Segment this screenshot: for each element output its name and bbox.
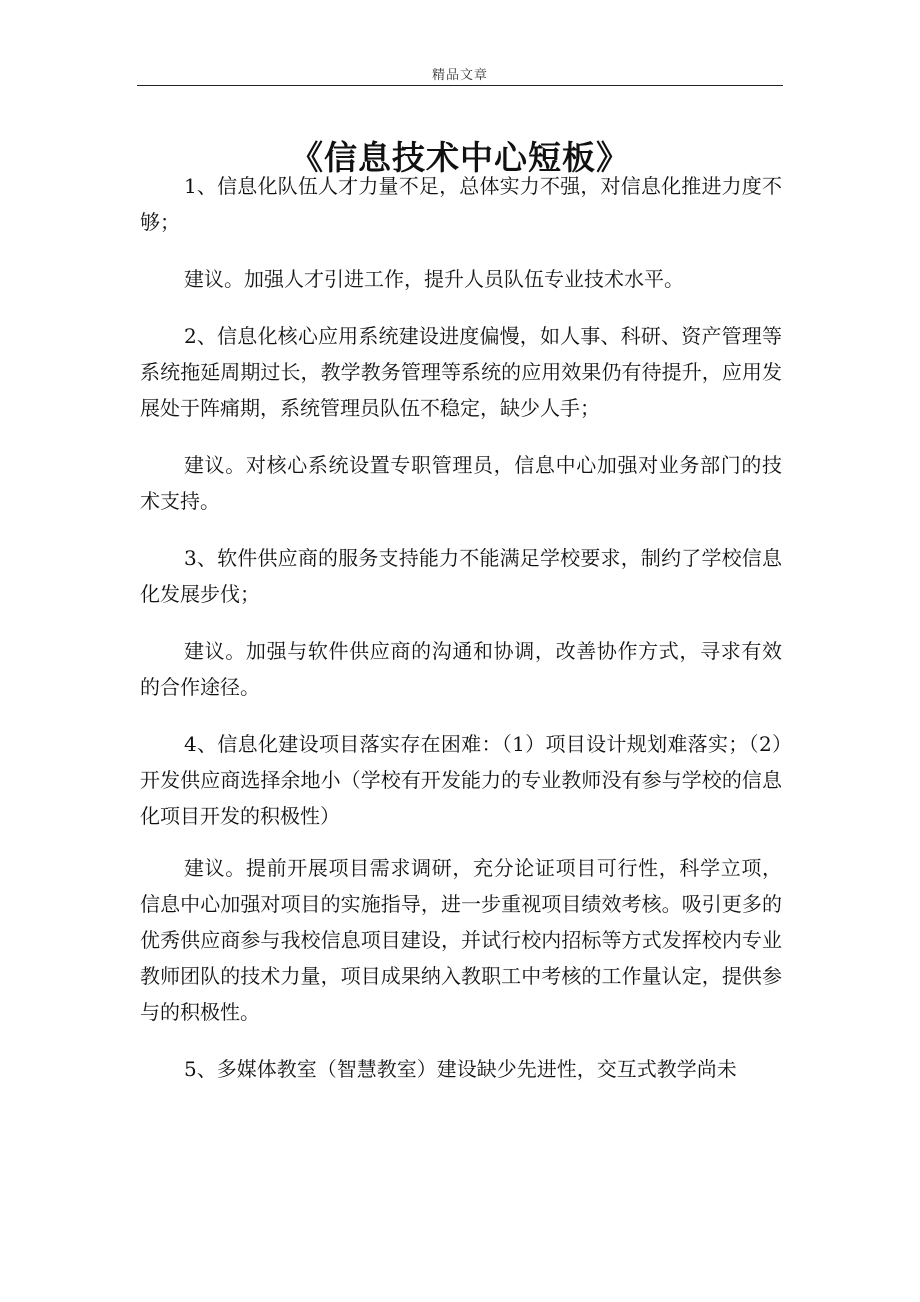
header-divider — [137, 85, 783, 86]
document-body — [140, 168, 782, 1108]
paragraph-suggestion-2: 建议。对核心系统设置专职管理员，信息中心加强对业务部门的技术支持。 — [140, 453, 782, 513]
paragraph-issue-1: 1、信息化队伍人才力量不足，总体实力不强，对信息化推进力度不够； — [140, 174, 782, 234]
paragraph-suggestion-1: 建议。加强人才引进工作，提升人员队伍专业技术水平。 — [184, 267, 684, 291]
paragraph-issue-5: 5、多媒体教室（智慧教室）建设缺少先进性，交互式教学尚未 — [184, 1057, 737, 1081]
paragraph-suggestion-4: 建议。提前开展项目需求调研，充分论证项目可行性，科学立项，信息中心加强对项目的实施指导，进一步重视项目绩效考核。吸引更多的优秀供应商参与我校信息项目建设，并试行校内招标等方式发挥校内专业教师团队的技术力量，项目成果纳入教职工中考核的工作量认定，提供参与的积极性。 — [140, 856, 782, 1024]
paragraph-issue-2: 2、信息化核心应用系统建设进度偏慢，如人事、科研、资产管理等系统拖延周期过长，教学教务管理等系统的应用效果仍有待提升，应用发展处于阵痛期，系统管理员队伍不稳定，缺少人手； — [140, 324, 782, 420]
document-title: 《信息技术中心短板》 — [290, 138, 630, 178]
header-label: 精品文章 — [431, 68, 488, 83]
paragraph-suggestion-3: 建议。加强与软件供应商的沟通和协调，改善协作方式，寻求有效的合作途径。 — [140, 639, 782, 699]
paragraph-issue-3: 3、软件供应商的服务支持能力不能满足学校要求，制约了学校信息化发展步伐； — [140, 546, 782, 606]
paragraph-issue-4: 4、信息化建设项目落实存在困难：（1）项目设计规划难落实；（2）开发供应商选择余地小（学校有开发能力的专业教师没有参与学校的信息化项目开发的积极性） — [140, 732, 782, 828]
